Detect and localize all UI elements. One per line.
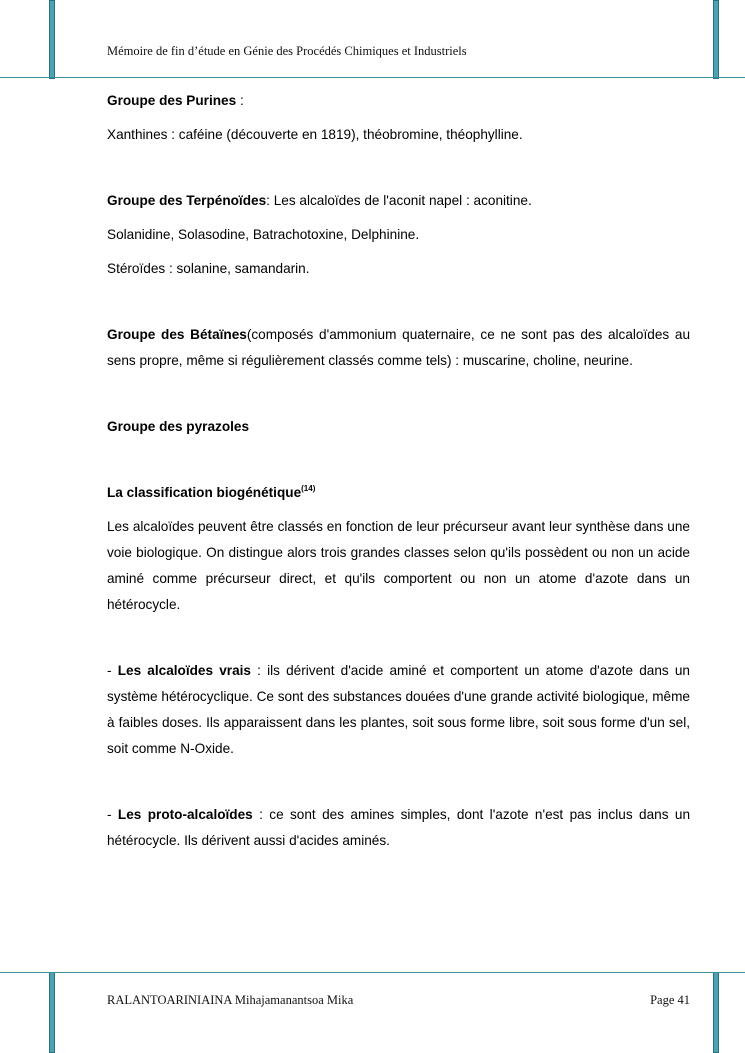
biogenetique-reference: (14) [301, 484, 316, 493]
proto-heading: Les proto-alcaloïdes [117, 807, 253, 822]
purines-text: Xanthines : caféine (découverte en 1819), théobromine, théophylline. [107, 127, 523, 142]
page-number: Page 41 [650, 993, 690, 1007]
terpenoides-text: : Les alcaloïdes de l'aconit napel : aconitine. [266, 193, 532, 208]
biogenetique-heading: La classification biogénétique [107, 485, 302, 500]
vrais-text: : ils dérivent d'acide aminé et comportent un atome d'azote dans un système hétérocyclique. Ce sont des substances douées d'une grande activité biologique, même à faibles doses. Ils apparaissent dans les plantes, soit sous forme libre, soit sous forme d'un sel, soit comme N-Oxide. [107, 663, 690, 756]
vrais-heading: Les alcaloïdes vrais [117, 663, 251, 678]
terpenoides-line2: Solanidine, Solasodine, Batrachotoxine, Delphinine. [107, 227, 420, 242]
footer-rule [0, 972, 745, 973]
pyrazoles-heading: Groupe des pyrazoles [107, 419, 250, 434]
header-left-bar [49, 0, 55, 79]
footer-left-bar [49, 972, 55, 1053]
header-right-bar [713, 0, 719, 79]
biogenetique-text: Les alcaloïdes peuvent être classés en fonction de leur précurseur avant leur synthèse dans une voie biologique. On distingue alors trois grandes classes selon qu'ils possèdent ou non un acide aminé comme précurseur direct, et qu'ils comportent ou non un atome d'azote dans un hétérocycle. [107, 519, 690, 612]
proto-paragraph [107, 802, 690, 854]
vrais-dash: - [107, 663, 118, 678]
pyrazoles-paragraph [107, 414, 690, 440]
purines-heading-suffix: : [236, 93, 244, 108]
page-content [107, 88, 690, 862]
terpenoides-line3: Stéroïdes : solanine, samandarin. [107, 261, 310, 276]
betaines-paragraph [107, 322, 690, 374]
proto-text: : ce sont des amines simples, dont l'azote n'est pas inclus dans un hétérocycle. Ils dérivent aussi d'acides aminés. [107, 807, 691, 848]
betaines-heading: Groupe des Bétaïnes [107, 327, 247, 342]
terpenoides-paragraph [107, 188, 690, 214]
purines-heading: Groupe des Purines [107, 93, 237, 108]
purines-heading-line [107, 88, 690, 114]
proto-dash: - [107, 807, 118, 822]
biogenetique-heading-line [107, 480, 690, 506]
terpenoides-heading: Groupe des Terpénoïdes [107, 193, 267, 208]
running-header: Mémoire de fin d’étude en Génie des Procédés Chimiques et Industriels [107, 44, 467, 58]
betaines-text: (composés d'ammonium quaternaire, ce ne sont pas des alcaloïdes au sens propre, même si régulièrement classés comme tels) : muscarine, choline, neurine. [107, 327, 691, 368]
footer-right-bar [713, 972, 719, 1053]
footer-author: RALANTOARINIAINA Mihajamanantsoa Mika [107, 993, 354, 1007]
header-rule [0, 77, 745, 78]
vrais-paragraph [107, 658, 690, 762]
